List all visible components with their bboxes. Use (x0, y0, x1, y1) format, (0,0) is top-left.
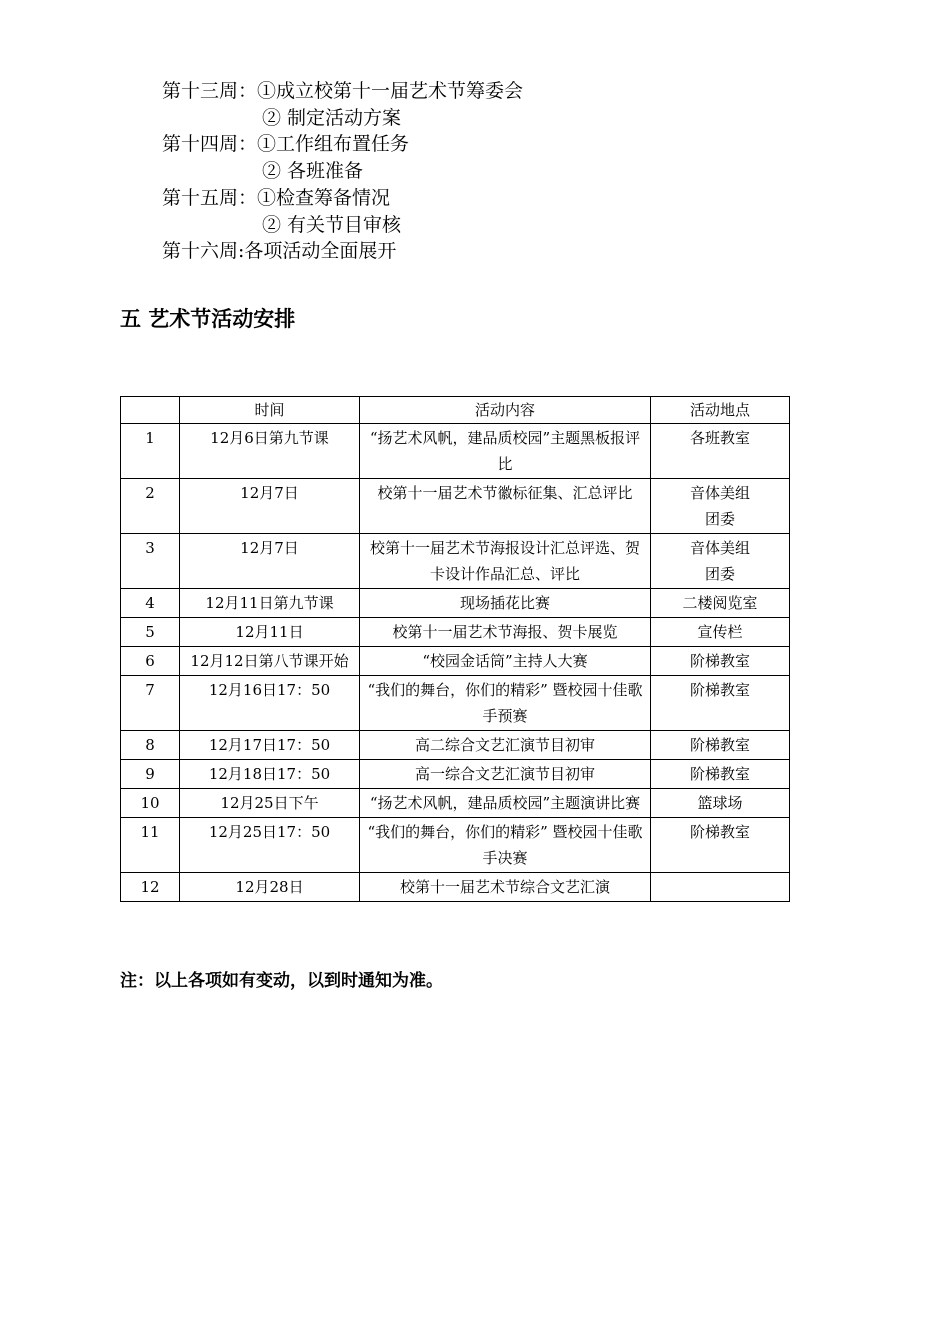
table-row (121, 873, 790, 902)
header-content: 活动内容 (360, 397, 651, 424)
header-no (121, 397, 180, 424)
table-row (121, 618, 790, 647)
cell-no: 7 (121, 676, 180, 731)
cell-place: 各班教室 (651, 424, 790, 479)
cell-time: 12月12日第八节课开始 (180, 647, 360, 676)
cell-content: “我们的舞台，你们的精彩” 暨校园十佳歌手预赛 (360, 676, 651, 731)
cell-place: 阶梯教室 (651, 676, 790, 731)
table-row (121, 534, 790, 589)
cell-content: “我们的舞台，你们的精彩” 暨校园十佳歌手决赛 (360, 818, 651, 873)
table-row (121, 647, 790, 676)
cell-content: 校第十一届艺术节徽标征集、汇总评比 (360, 479, 651, 534)
cell-no: 5 (121, 618, 180, 647)
cell-content: 校第十一届艺术节海报设计汇总评选、贺卡设计作品汇总、评比 (360, 534, 651, 589)
table-row (121, 789, 790, 818)
week-item: ② 有关节目审核 (262, 213, 402, 236)
cell-content: 校第十一届艺术节综合文艺汇演 (360, 873, 651, 902)
week-label: 第十四周： (162, 133, 258, 156)
week-label: 第十六周: (162, 240, 245, 263)
cell-place: 阶梯教室 (651, 760, 790, 789)
cell-place: 阶梯教室 (651, 818, 790, 873)
cell-time: 12月16日17：50 (180, 676, 360, 731)
activity-table (120, 396, 790, 902)
header-time: 时间 (180, 397, 360, 424)
cell-time: 12月28日 (180, 873, 360, 902)
cell-content: 高一综合文艺汇演节目初审 (360, 760, 651, 789)
cell-time: 12月7日 (180, 534, 360, 589)
table-row (121, 731, 790, 760)
table-row (121, 424, 790, 479)
week-item: ② 各班准备 (262, 160, 364, 183)
table-row (121, 479, 790, 534)
cell-content: 现场插花比赛 (360, 589, 651, 618)
cell-place: 阶梯教室 (651, 731, 790, 760)
week-item: ①成立校第十一届艺术节筹委会 (257, 80, 524, 102)
cell-place: 音体美组 团委 (651, 479, 790, 534)
cell-no: 6 (121, 647, 180, 676)
cell-place (651, 873, 790, 902)
schedule-week (162, 78, 523, 105)
cell-place: 音体美组 团委 (651, 534, 790, 589)
week-label: 第十三周： (162, 80, 258, 102)
cell-time: 12月11日 (180, 618, 360, 647)
cell-place: 篮球场 (651, 789, 790, 818)
table-header-row (121, 397, 790, 424)
table-row (121, 676, 790, 731)
header-place: 活动地点 (651, 397, 790, 424)
table-row (121, 589, 790, 618)
cell-place: 宣传栏 (651, 618, 790, 647)
cell-time: 12月25日下午 (180, 789, 360, 818)
week-item: ② 制定活动方案 (262, 106, 402, 129)
cell-time: 12月18日17：50 (180, 760, 360, 789)
table-row (121, 818, 790, 873)
schedule-list (162, 78, 523, 265)
cell-no: 8 (121, 731, 180, 760)
cell-time: 12月11日第九节课 (180, 589, 360, 618)
cell-no: 4 (121, 589, 180, 618)
cell-no: 1 (121, 424, 180, 479)
cell-content: “扬艺术风帆，建品质校园”主题黑板报评比 (360, 424, 651, 479)
cell-no: 12 (121, 873, 180, 902)
week-item: ①工作组布置任务 (257, 133, 410, 156)
cell-time: 12月25日17：50 (180, 818, 360, 873)
week-label: 第十五周： (162, 186, 258, 209)
cell-content: 校第十一届艺术节海报、贺卡展览 (360, 618, 651, 647)
cell-place: 二楼阅览室 (651, 589, 790, 618)
cell-no: 9 (121, 760, 180, 789)
cell-place: 阶梯教室 (651, 647, 790, 676)
note: 注：以上各项如有变动，以到时通知为准。 (120, 971, 443, 991)
cell-time: 12月17日17：50 (180, 731, 360, 760)
cell-time: 12月6日第九节课 (180, 424, 360, 479)
cell-no: 10 (121, 789, 180, 818)
cell-time: 12月7日 (180, 479, 360, 534)
cell-no: 11 (121, 818, 180, 873)
section-title: 五 艺术节活动安排 (120, 307, 296, 331)
cell-content: “扬艺术风帆，建品质校园”主题演讲比赛 (360, 789, 651, 818)
week-item: 各项活动全面展开 (244, 240, 397, 263)
cell-no: 2 (121, 479, 180, 534)
week-item: ①检查筹备情况 (257, 186, 391, 209)
schedule-week (162, 238, 523, 265)
table-row (121, 760, 790, 789)
cell-content: “校园金话筒”主持人大赛 (360, 647, 651, 676)
cell-content: 高二综合文艺汇演节目初审 (360, 731, 651, 760)
schedule-week (162, 185, 523, 212)
cell-no: 3 (121, 534, 180, 589)
schedule-week (162, 131, 523, 158)
